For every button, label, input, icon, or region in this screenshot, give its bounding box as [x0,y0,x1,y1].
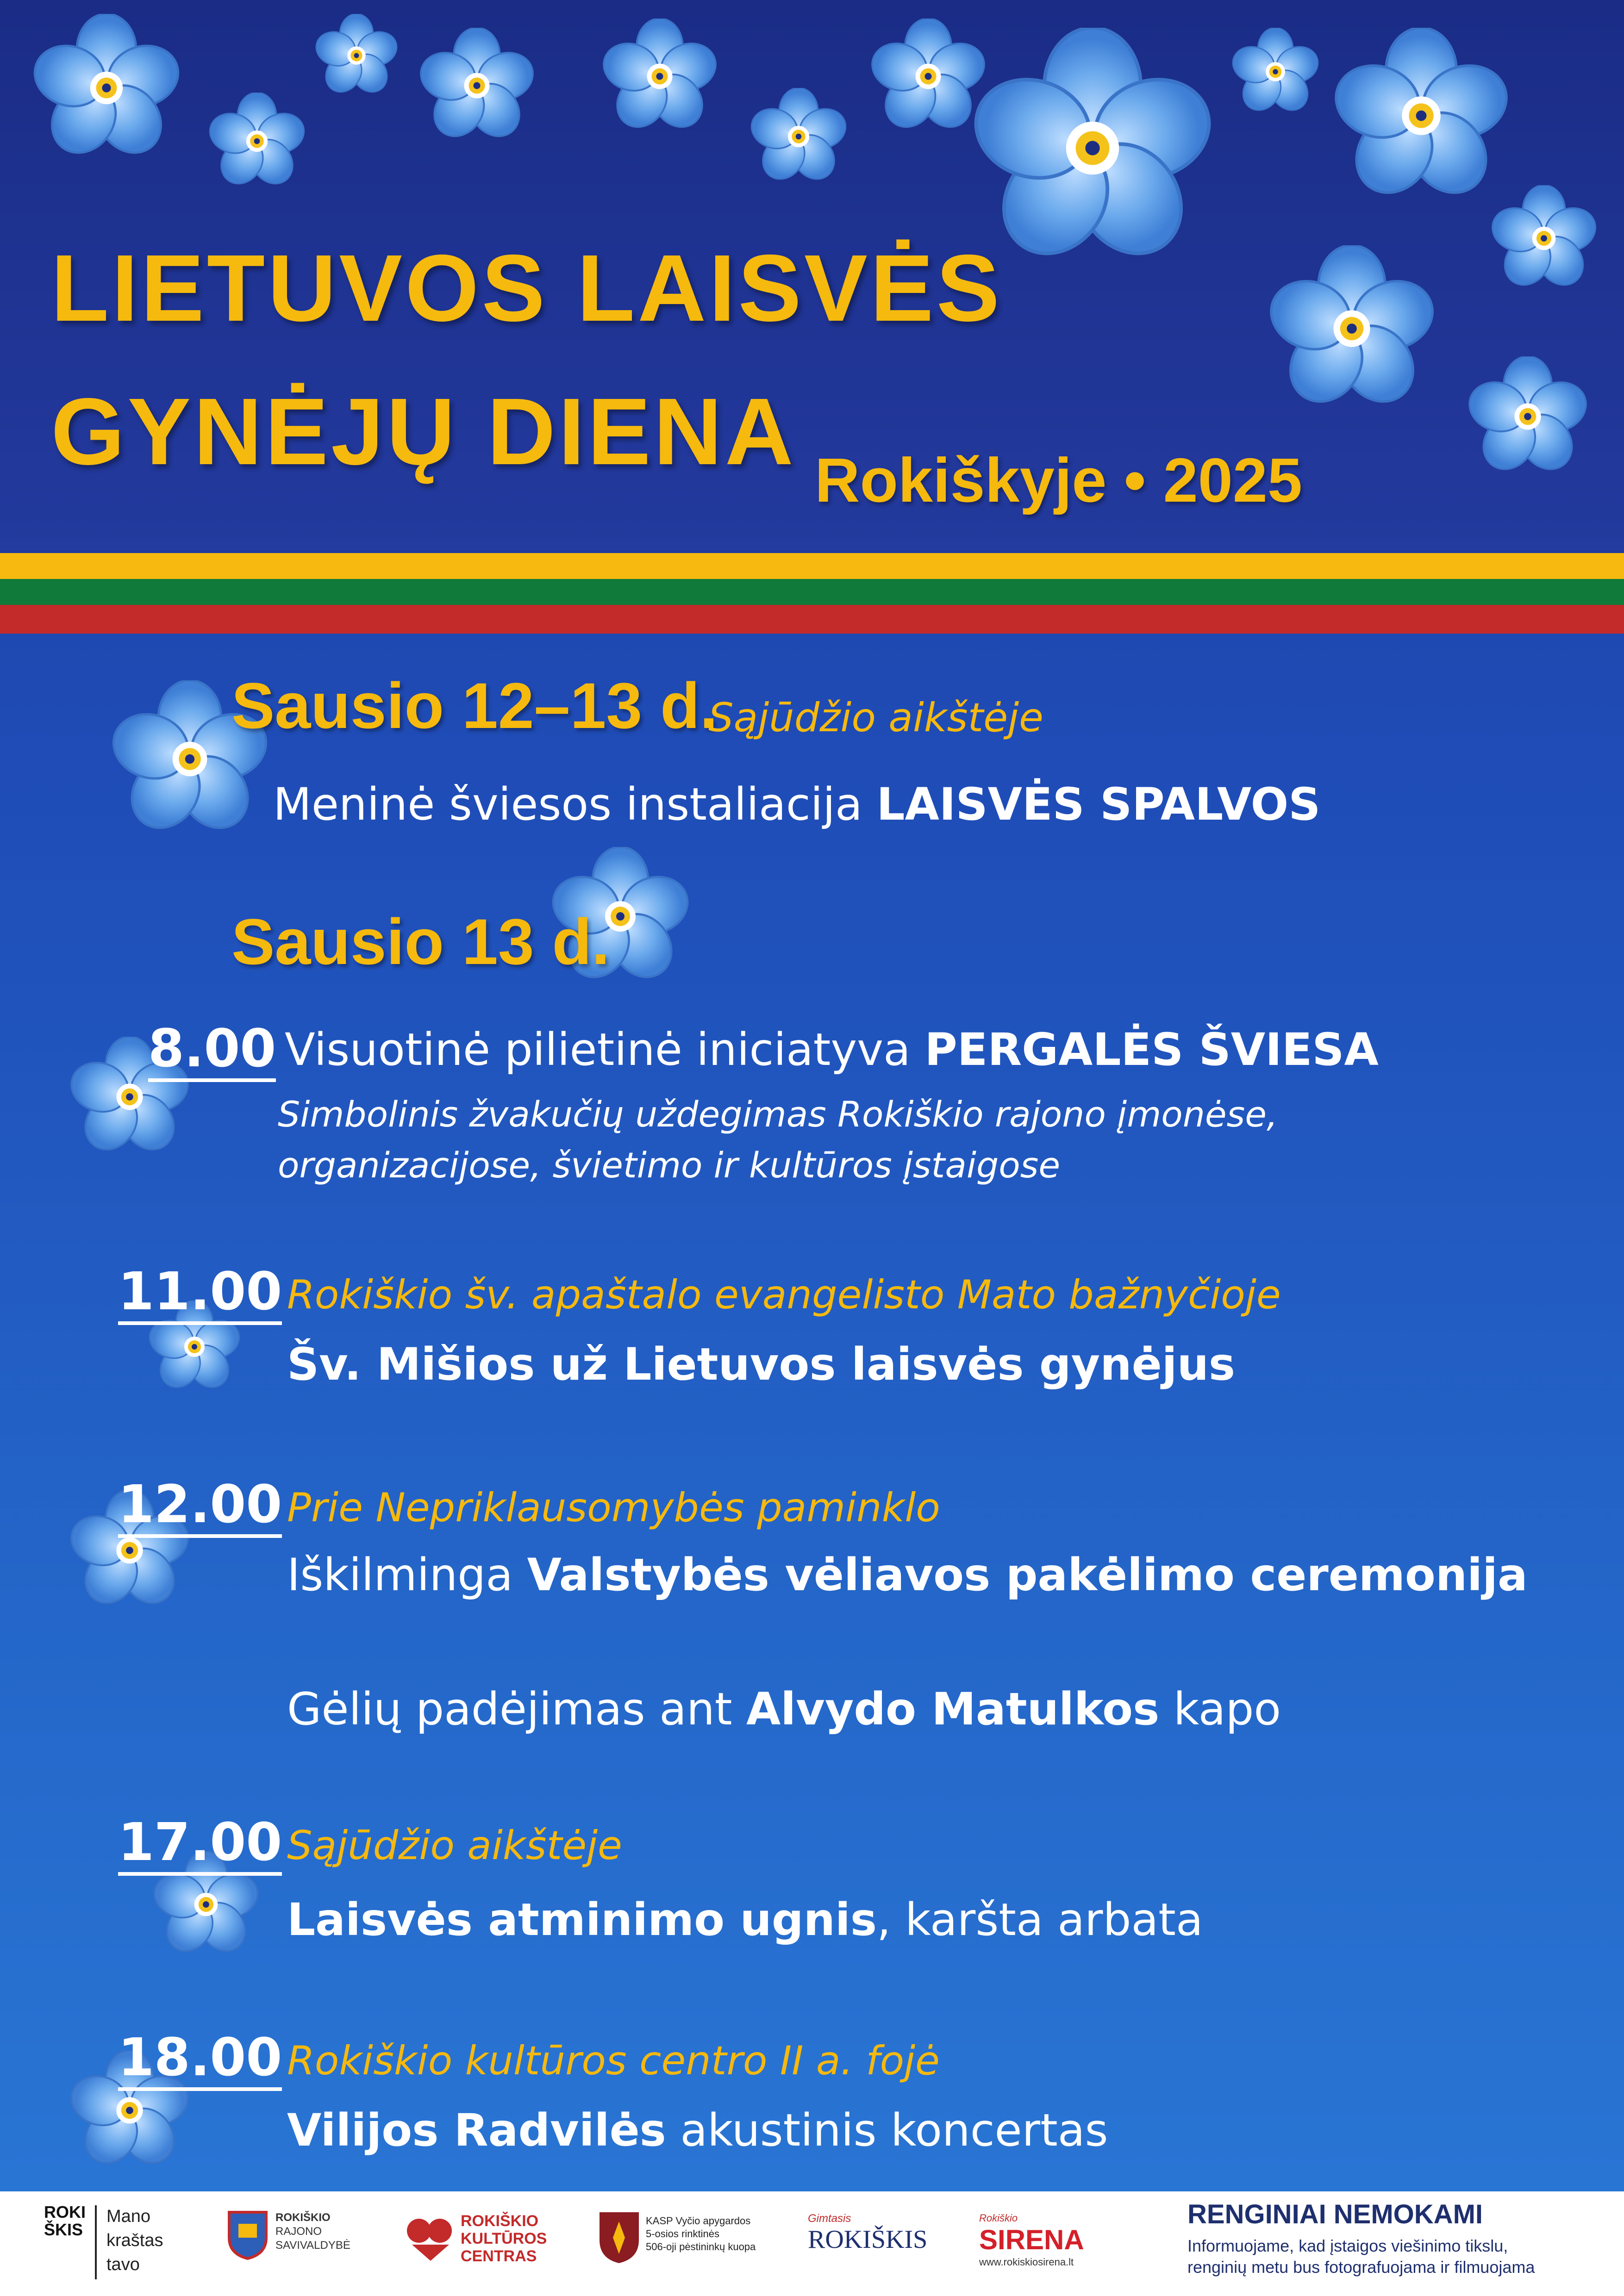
subtitle: Rokiškyje • 2025 [815,445,1302,515]
forget-me-not-flower-icon [1468,356,1588,477]
forget-me-not-flower-icon [870,19,986,134]
municipality-crest-icon [227,2210,269,2261]
flag-stripe-green [0,579,1624,605]
event-note-line-2: organizacijose, švietimo ir kultūros įstaigose [278,1145,1061,1186]
event-time: 18.00 [118,2032,282,2091]
culture-centre-logo-icon [403,2212,458,2263]
forget-me-not-flower-icon [750,88,847,185]
municipality-logo-text: ROKIŠKIO RAJONO SAVIVALDYBĖ [275,2211,350,2252]
event-time: 11.00 [118,1266,282,1325]
forget-me-not-flower-icon [32,14,181,162]
sirena-url: www.rokiskiosirena.lt [979,2256,1074,2268]
day2-date: Sausio 13 d. [231,905,610,978]
kasp-logo-text: KASP Vyčio apygardos 5-osios rinktinės 506-oji pėstininkų kuopa [646,2215,756,2252]
free-events-title: RENGINIAI NEMOKAMI [1187,2199,1483,2229]
event-place: Sąjūdžio aikštėje [287,1823,622,1869]
sirena-logo: SIRENA [979,2224,1084,2255]
logo-divider [95,2205,97,2279]
title-line-2: GYNĖJŲ DIENA [51,379,796,485]
forget-me-not-flower-icon [1333,28,1509,204]
title-line-1: LIETUVOS LAISVĖS [51,235,1003,341]
event-title-2: Gėlių padėjimas ant Alvydo Matulkos kapo [287,1683,1281,1735]
event-place: Rokiškio kultūros centro II a. fojė [287,2038,940,2084]
event-time: 17.00 [118,1817,282,1876]
forget-me-not-flower-icon [208,93,306,190]
event-place: Prie Nepriklausomybės paminklo [287,1485,940,1531]
gimtasis-rokiskis-logo: ROKIŠKIS [808,2225,928,2254]
event-title: Šv. Mišios už Lietuvos laisvės gynėjus [287,1338,1236,1390]
day1-description: Meninė šviesos instaliacija LAISVĖS SPALVOS [273,778,1321,830]
forget-me-not-flower-icon [1231,28,1319,116]
event-time: 12.00 [118,1479,282,1538]
day1-date: Sausio 12–13 d. [231,669,718,742]
culture-centre-logo-text: ROKIŠKIO KULTŪROS CENTRAS [461,2212,547,2265]
event-title: Vilijos Radvilės akustinis koncertas [287,2104,1108,2156]
kasp-crest-icon [597,2210,641,2265]
event-title: Laisvės atminimo ugnis, karšta arbata [287,1894,1203,1946]
forget-me-not-flower-icon [972,28,1213,268]
event-place: Rokiškio šv. apaštalo evangelisto Mato bažnyčioje [287,1272,1281,1318]
flag-stripe-yellow [0,553,1624,579]
forget-me-not-flower-icon [602,19,718,134]
forget-me-not-flower-icon [419,28,535,143]
event-title: Visuotinė pilietinė iniciatyva PERGALĖS ŠVIESA [285,1024,1379,1076]
day1-place: Sąjūdžio aikštėje [708,695,1043,741]
footer [0,2191,1624,2296]
forget-me-not-flower-icon [1491,185,1597,292]
sirena-small: Rokiškio [979,2212,1018,2224]
free-events-note: Informuojame, kad įstaigos viešinimo tikslu, renginių metu bus fotografuojama ir filmuojama [1187,2236,1535,2277]
flag-stripe-red [0,605,1624,634]
forget-me-not-flower-icon [1268,245,1435,412]
event-title: Iškilminga Valstybės vėliavos pakėlimo ceremonija [287,1549,1528,1601]
event-note-line-1: Simbolinis žvakučių uždegimas Rokiškio rajono įmonėse, [278,1094,1278,1135]
gimtasis-rokiskis-small: Gimtasis [808,2212,851,2225]
event-time: 8.00 [148,1023,276,1082]
rokiskis-brand-logo: ROKIŠKIS [44,2203,86,2239]
forget-me-not-flower-icon [315,14,398,97]
brand-slogan: Mano kraštas tavo [106,2207,163,2274]
